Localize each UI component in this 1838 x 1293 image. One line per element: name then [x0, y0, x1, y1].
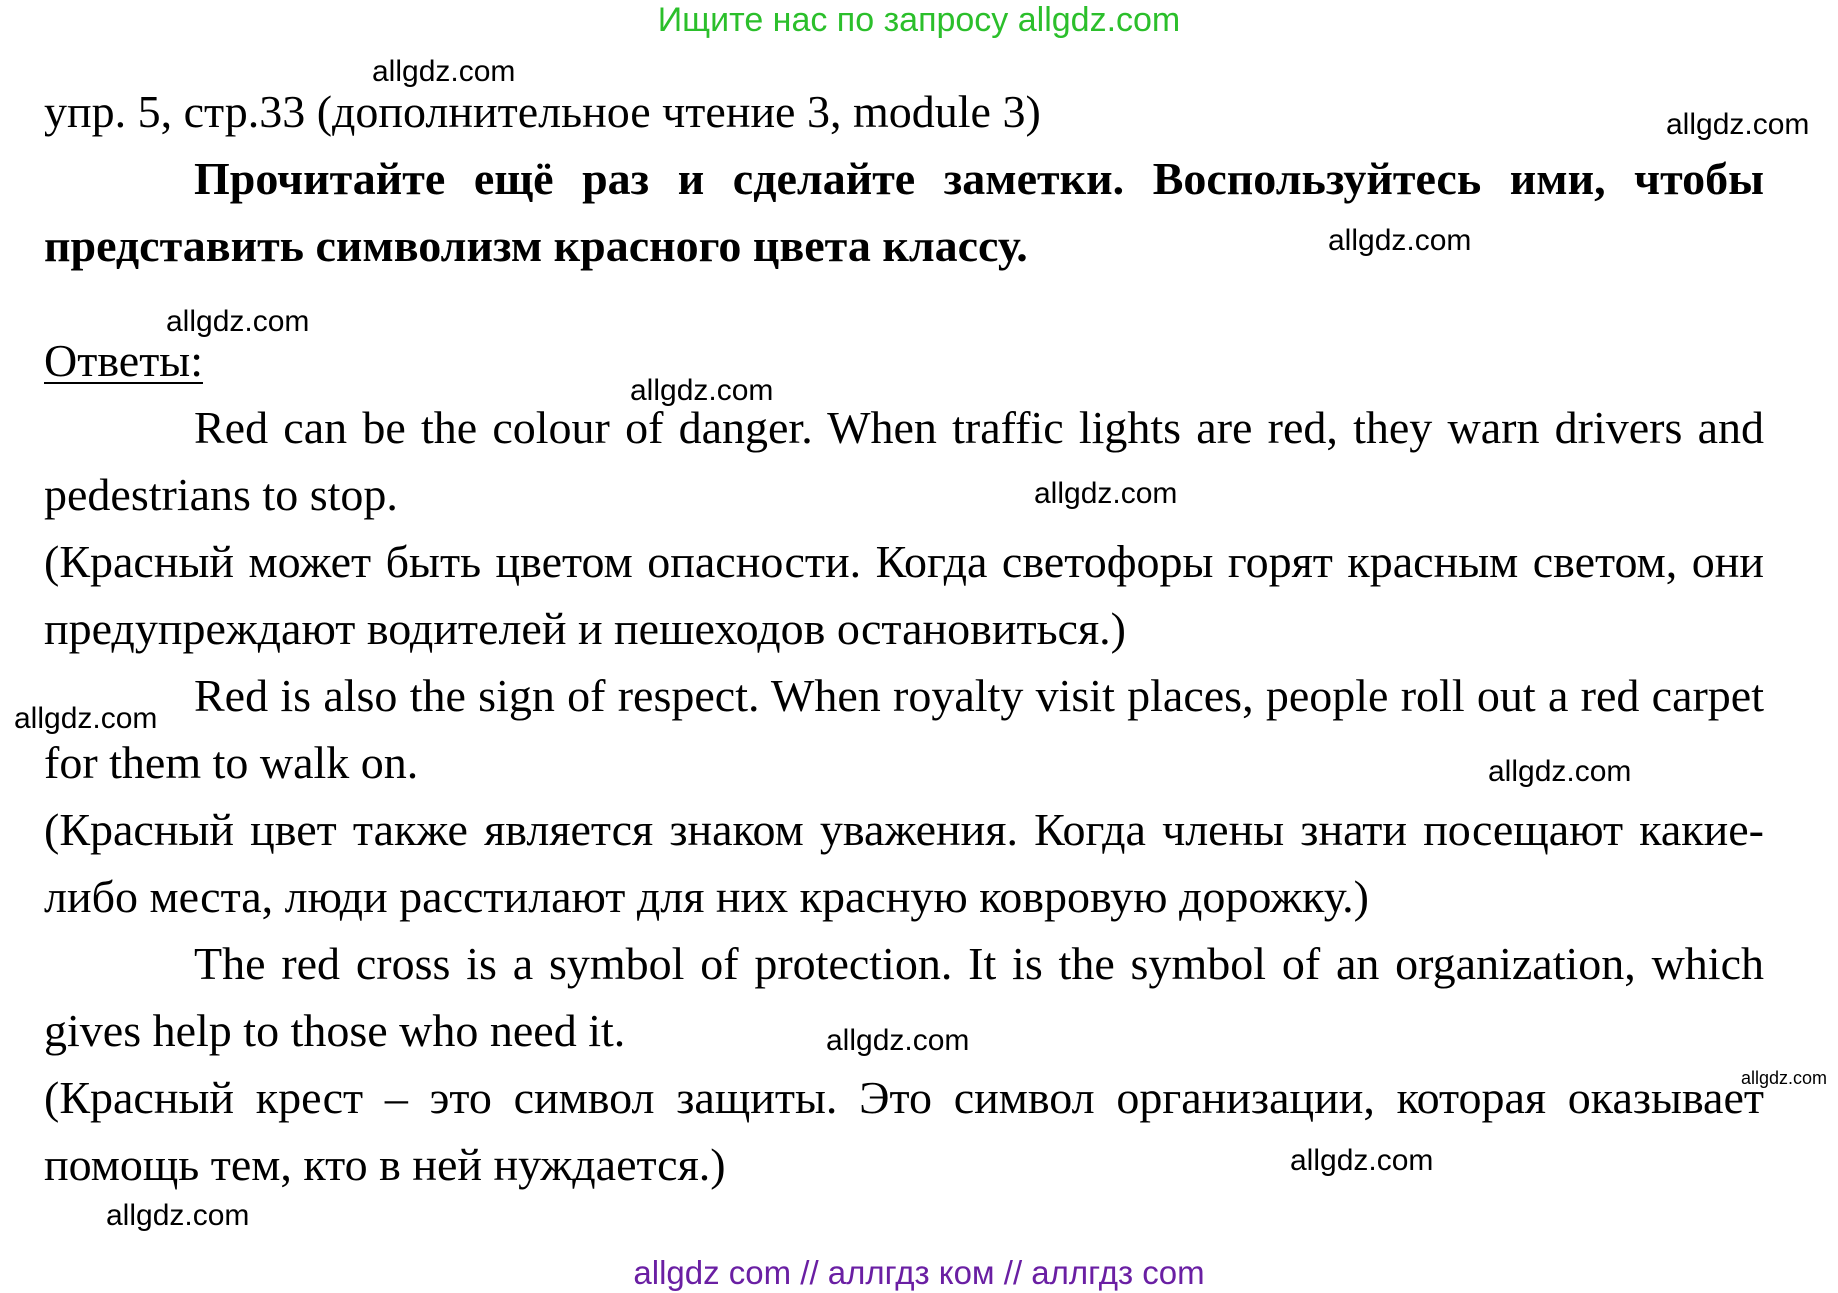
answer-paragraph-en-3: The red cross is a symbol of protection. It is the symbol of an organization, which gives help to those who need it.: [44, 938, 1764, 1056]
answers-label: Ответы:: [44, 335, 203, 386]
watermark: allgdz.com: [1328, 224, 1472, 257]
answer-paragraph-en-2: Red is also the sign of respect. When royalty visit places, people roll out a red carpet for them to walk on.: [44, 670, 1764, 788]
watermark: allgdz.com: [166, 305, 310, 338]
answer-paragraph-ru-2: (Красный цвет также является знаком уважения. Когда члены знати посещают какие-либо места, люди расстилают для них красную ковровую дорожку.): [44, 804, 1764, 922]
watermark: allgdz.com: [1290, 1144, 1434, 1177]
watermark: allgdz.com: [1741, 1068, 1828, 1088]
watermark: allgdz.com: [372, 55, 516, 88]
watermark: allgdz.com: [826, 1024, 970, 1057]
watermark: allgdz.com: [1666, 108, 1810, 141]
watermark: allgdz.com: [14, 702, 158, 735]
exercise-heading: упр. 5, стр.33 (дополнительное чтение 3, module 3): [44, 86, 1041, 137]
answer-paragraph-en-1: Red can be the colour of danger. When traffic lights are red, they warn drivers and pedestrians to stop.: [44, 402, 1764, 520]
watermark: allgdz.com: [1488, 755, 1632, 788]
top-banner-link[interactable]: Ищите нас по запросу allgdz.com: [657, 1, 1181, 39]
task-instruction: Прочитайте ещё раз и сделайте заметки. Воспользуйтесь ими, чтобы представить символизм красного цвета классу.: [44, 153, 1764, 271]
answer-paragraph-ru-3: (Красный крест – это символ защиты. Это символ организации, которая оказывает помощь тем, кто в ней нуждается.): [44, 1072, 1764, 1190]
answer-paragraph-ru-1: (Красный может быть цветом опасности. Когда светофоры горят красным светом, они предупреждают водителей и пешеходов остановиться.): [44, 536, 1764, 654]
bottom-banner-links[interactable]: allgdz com // аллгдз ком // аллгдз com: [633, 1254, 1205, 1291]
watermark: allgdz.com: [106, 1199, 250, 1232]
watermark: allgdz.com: [1034, 477, 1178, 510]
watermark: allgdz.com: [630, 374, 774, 407]
